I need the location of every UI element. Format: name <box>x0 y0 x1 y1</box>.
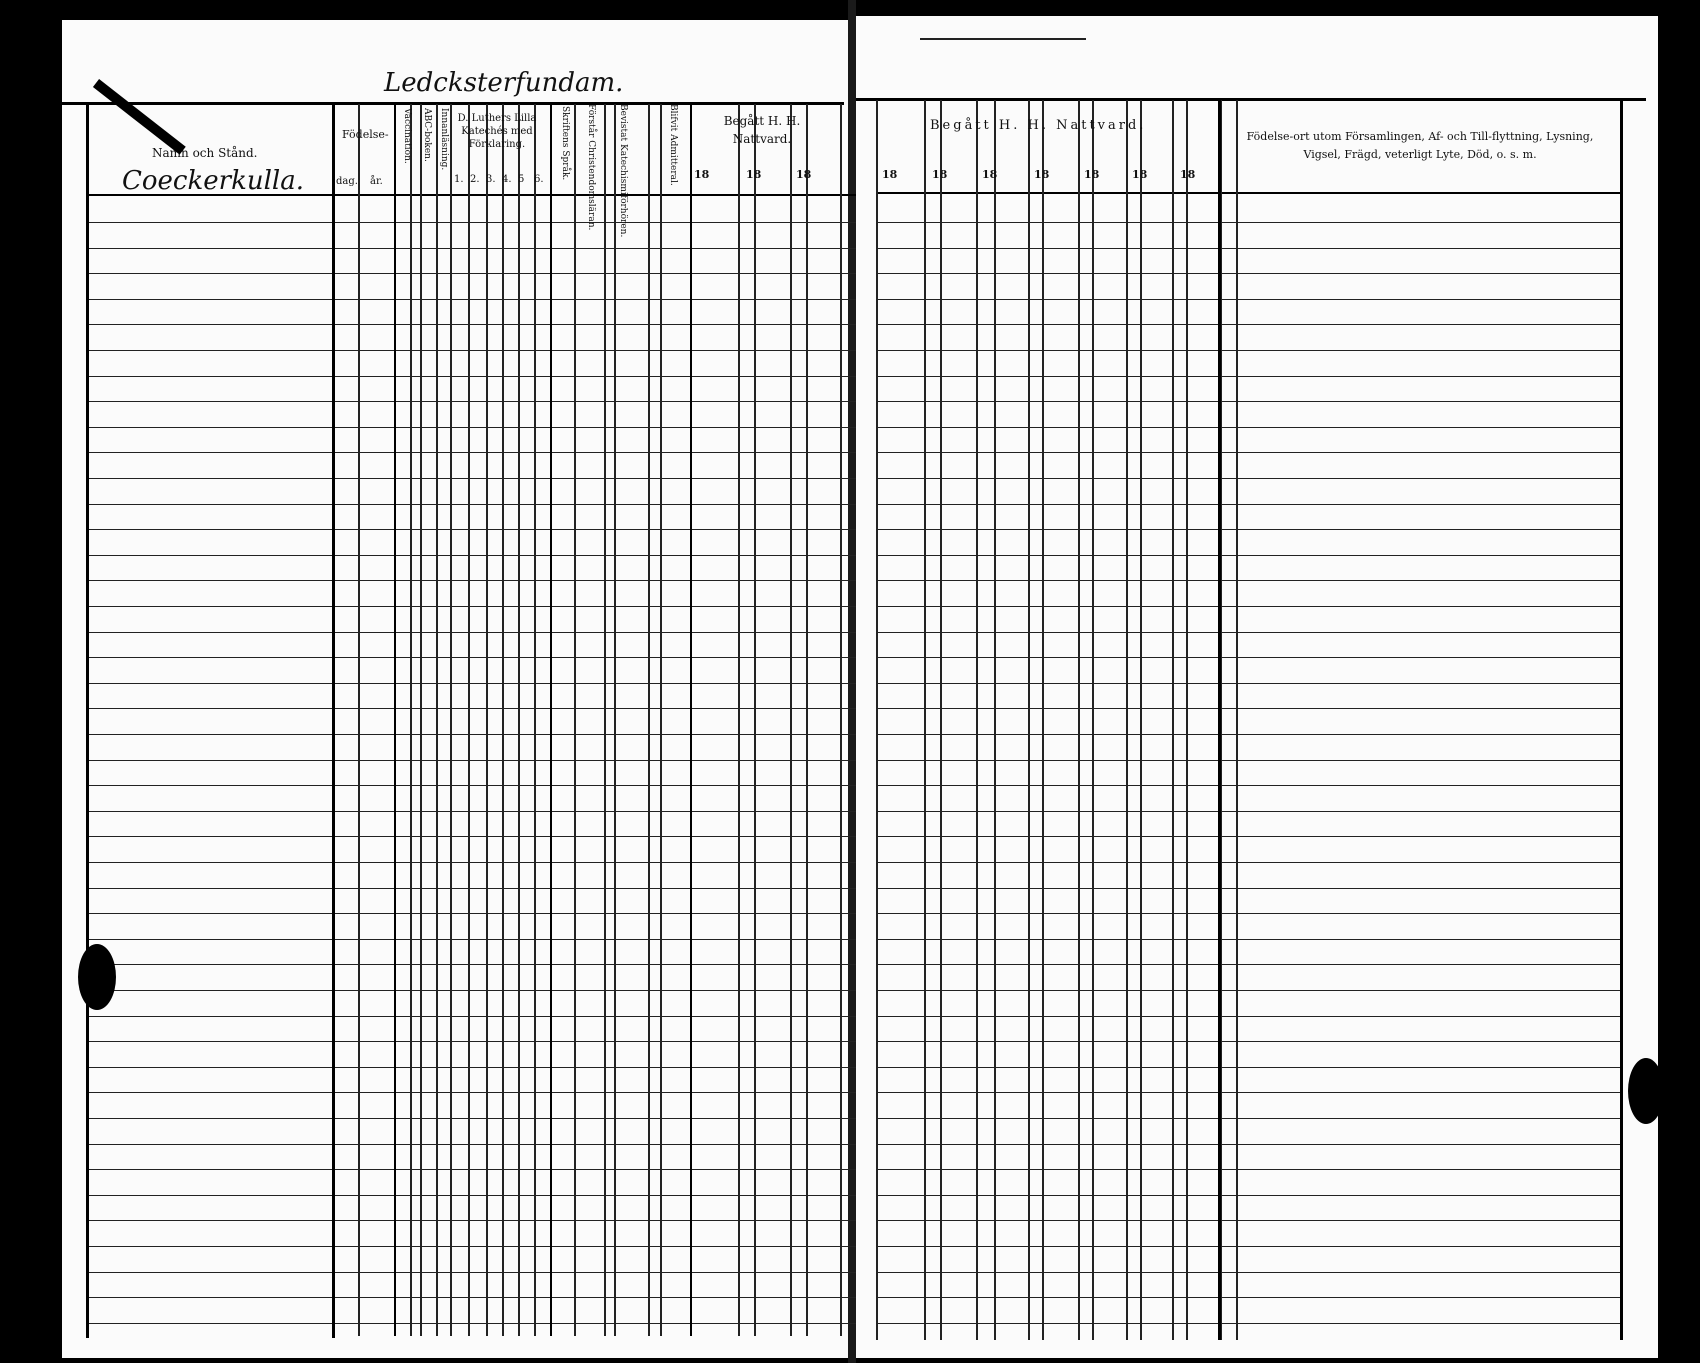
row-line <box>86 427 856 428</box>
column-line <box>924 100 926 1340</box>
row-line <box>876 1195 1620 1196</box>
row-line <box>876 683 1620 684</box>
ink-stain <box>1628 1058 1664 1124</box>
row-line <box>876 580 1620 581</box>
row-line <box>876 1118 1620 1119</box>
row-line <box>876 862 1620 863</box>
luther-part-label: 5 <box>518 174 525 185</box>
row-line <box>876 939 1620 940</box>
row-line <box>876 1041 1620 1042</box>
row-line <box>86 760 856 761</box>
column-line <box>358 104 360 1336</box>
row-line <box>876 222 1620 223</box>
row-line <box>876 248 1620 249</box>
column-line <box>994 100 996 1340</box>
row-line <box>86 1195 856 1196</box>
abc-header: ABC-boken. <box>422 108 432 162</box>
row-line <box>86 888 856 889</box>
row-line <box>86 1067 856 1068</box>
column-line <box>502 104 504 1336</box>
row-line <box>876 1092 1620 1093</box>
row-line <box>86 1323 856 1324</box>
column-line <box>410 104 412 1336</box>
row-line <box>86 964 856 965</box>
row-line <box>86 376 856 377</box>
notes-column-line <box>1218 100 1221 1340</box>
row-line <box>86 299 856 300</box>
row-line <box>86 990 856 991</box>
row-line <box>876 913 1620 914</box>
book-spine <box>848 0 856 1363</box>
row-line <box>876 401 1620 402</box>
header-rule <box>920 38 1086 40</box>
row-line <box>86 452 856 453</box>
year-label: 18 <box>746 168 762 181</box>
year-label: 18 <box>982 168 998 181</box>
row-line <box>876 427 1620 428</box>
row-line <box>876 555 1620 556</box>
skrift-header: Skriftens Språk. <box>560 106 570 181</box>
column-line <box>574 104 576 1336</box>
vaccination-header: Vaccination. <box>402 108 412 164</box>
row-line <box>86 324 856 325</box>
luther-header: D. Luthers Lilla Katechés med Förklaring. <box>457 113 537 150</box>
left-communion-header: Begått H. H. Nattvard. <box>723 114 801 146</box>
row-line <box>876 1220 1620 1221</box>
column-line <box>660 104 662 1336</box>
column-line <box>486 104 488 1336</box>
column-line <box>604 104 606 1336</box>
row-line <box>86 580 856 581</box>
row-line <box>876 452 1620 453</box>
year-label: 18 <box>1132 168 1148 181</box>
column-line <box>976 100 978 1340</box>
row-line <box>86 248 856 249</box>
column-line <box>940 100 942 1340</box>
column-line <box>790 104 792 1336</box>
handwritten-place-name: Ledcksterfundam. <box>384 68 624 98</box>
row-line <box>876 811 1620 812</box>
column-line <box>840 104 842 1336</box>
row-line <box>876 632 1620 633</box>
row-line <box>876 836 1620 837</box>
ink-stain <box>78 944 116 1010</box>
row-line <box>86 606 856 607</box>
year-label: 18 <box>882 168 898 181</box>
row-line <box>86 1144 856 1145</box>
name-column-line <box>332 102 335 1338</box>
row-line <box>876 888 1620 889</box>
header-bottom-rule <box>876 192 1620 194</box>
column-line <box>420 104 422 1336</box>
row-line <box>86 939 856 940</box>
year-label: 18 <box>1084 168 1100 181</box>
year-label: 18 <box>1034 168 1050 181</box>
row-line <box>876 1067 1620 1068</box>
luther-part-label: 1. <box>454 174 464 185</box>
row-line <box>86 632 856 633</box>
innanlasning-header: Innanläsning. <box>439 108 449 171</box>
row-line <box>86 504 856 505</box>
page-edge-line <box>1620 100 1623 1340</box>
column-line <box>1172 100 1174 1340</box>
row-line <box>876 478 1620 479</box>
row-line <box>86 913 856 914</box>
row-line <box>86 350 856 351</box>
birth-day-header: dag. <box>336 176 358 187</box>
row-line <box>876 376 1620 377</box>
row-line <box>86 657 856 658</box>
column-line <box>738 104 740 1336</box>
admitted-header: Blifvit Admitteral. <box>668 104 678 186</box>
row-line <box>876 1297 1620 1298</box>
header-top-rule <box>40 102 844 105</box>
row-line <box>876 964 1620 965</box>
row-line <box>876 350 1620 351</box>
row-line <box>86 836 856 837</box>
row-line <box>876 990 1620 991</box>
row-line <box>876 734 1620 735</box>
birth-year-header: år. <box>370 176 383 187</box>
row-line <box>86 683 856 684</box>
row-line <box>876 1144 1620 1145</box>
row-line <box>86 1169 856 1170</box>
handwritten-first-entry: Coeckerkulla. <box>122 166 304 196</box>
christendom-header: Förstår Christendomsläran. <box>586 104 596 231</box>
row-line <box>876 606 1620 607</box>
column-line <box>450 104 452 1336</box>
column-line <box>468 104 470 1336</box>
column-line <box>1042 100 1044 1340</box>
row-line <box>86 811 856 812</box>
row-line <box>876 273 1620 274</box>
luther-part-label: 2. <box>470 174 480 185</box>
right-communion-header: Begått H. H. Nattvard. <box>930 118 1147 133</box>
luther-part-label: 6. <box>534 174 544 185</box>
left-page <box>62 20 862 1358</box>
column-line <box>1236 100 1238 1340</box>
row-line <box>86 273 856 274</box>
year-label: 18 <box>932 168 948 181</box>
row-line <box>86 1016 856 1017</box>
column-line <box>436 104 438 1336</box>
row-line <box>876 708 1620 709</box>
column-line <box>754 104 756 1336</box>
column-line <box>690 104 692 1336</box>
row-line <box>86 401 856 402</box>
row-line <box>876 657 1620 658</box>
column-line <box>648 104 650 1336</box>
row-line <box>876 760 1620 761</box>
column-line <box>1126 100 1128 1340</box>
kateches-header: Bevistat Katechismiförhören. <box>618 104 628 238</box>
row-line <box>86 1297 856 1298</box>
right-page <box>852 16 1658 1358</box>
row-line <box>86 1272 856 1273</box>
row-line <box>86 862 856 863</box>
year-label: 18 <box>1180 168 1196 181</box>
row-line <box>876 1169 1620 1170</box>
row-line <box>86 734 856 735</box>
column-line <box>614 104 616 1336</box>
row-line <box>876 1246 1620 1247</box>
column-line <box>806 104 808 1336</box>
column-line <box>1078 100 1080 1340</box>
luther-part-label: 3. <box>486 174 496 185</box>
column-line <box>534 104 536 1336</box>
row-line <box>876 529 1620 530</box>
notes-header: Födelse-ort utom Församlingen, Af- och Till-flyttning, Lysning, Vigsel, Frägd, veterligt Lyte, Död, o. s. m. <box>1246 130 1594 161</box>
column-line <box>394 104 396 1336</box>
row-line <box>86 1118 856 1119</box>
year-label: 18 <box>694 168 710 181</box>
row-line <box>86 1041 856 1042</box>
row-line <box>86 222 856 223</box>
column-line <box>550 104 552 1336</box>
row-line <box>86 1092 856 1093</box>
row-line <box>876 1016 1620 1017</box>
column-line <box>1092 100 1094 1340</box>
row-line <box>86 708 856 709</box>
left-margin-line <box>86 102 89 1338</box>
column-line <box>876 100 878 1340</box>
birth-header: Födelse- <box>342 128 389 141</box>
row-line <box>86 478 856 479</box>
year-label: 18 <box>796 168 812 181</box>
name-column-header: Namn och Stånd. <box>152 146 258 160</box>
column-line <box>1028 100 1030 1340</box>
row-line <box>86 1246 856 1247</box>
row-line <box>876 1323 1620 1324</box>
column-line <box>1186 100 1188 1340</box>
luther-part-label: 4. <box>502 174 512 185</box>
row-line <box>876 504 1620 505</box>
column-line <box>1140 100 1142 1340</box>
row-line <box>86 1220 856 1221</box>
row-line <box>86 785 856 786</box>
column-line <box>518 104 520 1336</box>
row-line <box>876 324 1620 325</box>
row-line <box>86 555 856 556</box>
row-line <box>876 1272 1620 1273</box>
row-line <box>86 529 856 530</box>
header-top-rule <box>856 98 1646 101</box>
row-line <box>876 299 1620 300</box>
row-line <box>876 785 1620 786</box>
